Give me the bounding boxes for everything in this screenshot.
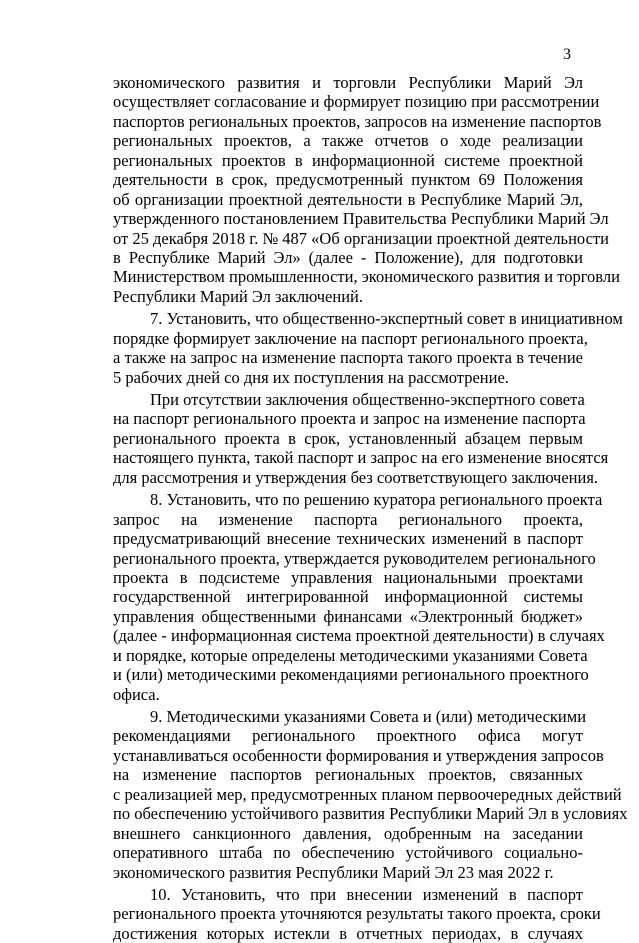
text-line: об организации проектной деятельности в Республике Марий Эл,	[113, 189, 583, 209]
text-line: достижения которых истекли в отчетных периодах, в случаях	[113, 923, 583, 943]
text-line: внешнего санкционного давления, одобренным на заседании	[113, 823, 583, 843]
text-line: проекта в подсистеме управления национальными проектами	[113, 567, 583, 587]
text-line: регионального проекта, утверждается руководителем регионального	[113, 548, 596, 568]
text-line: предусматривающий внесение технических изменений в паспорт	[113, 529, 583, 549]
text-line: 8. Установить, что по решению куратора регионального проекта	[150, 490, 603, 510]
text-line: осуществляет согласование и формирует позицию при рассмотрении	[113, 92, 600, 112]
text-line: управления общественными финансами «Электронный бюджет»	[113, 606, 583, 626]
text-line: настоящего пункта, такой паспорт и запрос на его изменение вносятся	[113, 448, 609, 468]
text-line: региональных проектов в информационной системе проектной	[113, 150, 583, 170]
paragraph-item-7	[113, 309, 623, 387]
text-line: Республики Марий Эл заключений.	[113, 286, 363, 306]
text-line: 7. Установить, что общественно-экспертный совет в инициативном	[150, 309, 623, 329]
text-line: с реализацией мер, предусмотренных планом первоочередных действий	[113, 784, 622, 804]
text-line: по обеспечению устойчивого развития Республики Марий Эл в условиях	[113, 804, 628, 824]
text-line: утвержденного постановлением Правительства Республики Марий Эл	[113, 209, 609, 229]
paragraph-continuation	[113, 73, 620, 306]
text-line: и (или) методическими рекомендациями регионального проектного	[113, 665, 589, 685]
page-number: 3	[563, 46, 571, 63]
text-line: оперативного штаба по обеспечению устойчивого социально-	[113, 843, 583, 863]
paragraph-item-9	[113, 707, 628, 882]
text-line: Министерством промышленности, экономического развития и торговли	[113, 267, 620, 287]
text-line: экономического развития Республики Марий Эл 23 мая 2022 г.	[113, 862, 554, 882]
text-line: на изменение паспортов региональных проектов, связанных	[113, 765, 583, 785]
text-line: офиса.	[113, 684, 160, 704]
text-line: от 25 декабря 2018 г. № 487 «Об организации проектной деятельности	[113, 228, 609, 248]
text-line: а также на запрос на изменение паспорта такого проекта в течение	[113, 348, 583, 368]
text-line: порядке формирует заключение на паспорт регионального проекта,	[113, 328, 588, 348]
text-line: и порядке, которые определены методическими указаниями Совета	[113, 645, 588, 665]
text-line: регионального проекта уточняются результаты такого проекта, сроки	[113, 904, 601, 924]
document-body	[113, 73, 628, 943]
text-line: регионального проекта в срок, установленный абзацем первым	[113, 428, 583, 448]
text-line: 10. Установить, что при внесении изменений в паспорт	[150, 884, 583, 904]
text-line: паспортов региональных проектов, запросов на изменение паспортов	[113, 111, 602, 131]
text-line: региональных проектов, а также отчетов о ходе реализации	[113, 131, 583, 151]
text-line: экономического развития и торговли Республики Марий Эл	[113, 73, 583, 92]
paragraph-item-10	[113, 884, 601, 943]
text-line: для рассмотрения и утверждения без соответствующего заключения.	[113, 467, 599, 487]
text-line: на паспорт регионального проекта и запрос на изменение паспорта	[113, 409, 586, 429]
text-line: (далее - информационная система проектной деятельности) в случаях	[113, 626, 605, 646]
paragraph-item-8	[113, 490, 605, 704]
text-line: При отсутствии заключения общественно-экспертного совета	[150, 390, 585, 409]
text-line: в Республике Марий Эл» (далее - Положение), для подготовки	[113, 247, 583, 267]
text-line: устанавливаться особенности формирования и утверждения запросов	[113, 745, 604, 765]
text-line: 9. Методическими указаниями Совета и (или) методическими	[150, 707, 587, 726]
text-line: 5 рабочих дней со дня их поступления на рассмотрение.	[113, 367, 509, 387]
paragraph-item-7-clause	[113, 390, 609, 487]
text-line: запрос на изменение паспорта регионального проекта,	[113, 509, 583, 529]
text-line: рекомендациями регионального проектного офиса могут	[113, 726, 583, 746]
text-line: государственной интегрированной информационной системы	[113, 587, 583, 607]
text-line: деятельности в срок, предусмотренный пунктом 69 Положения	[113, 170, 583, 190]
